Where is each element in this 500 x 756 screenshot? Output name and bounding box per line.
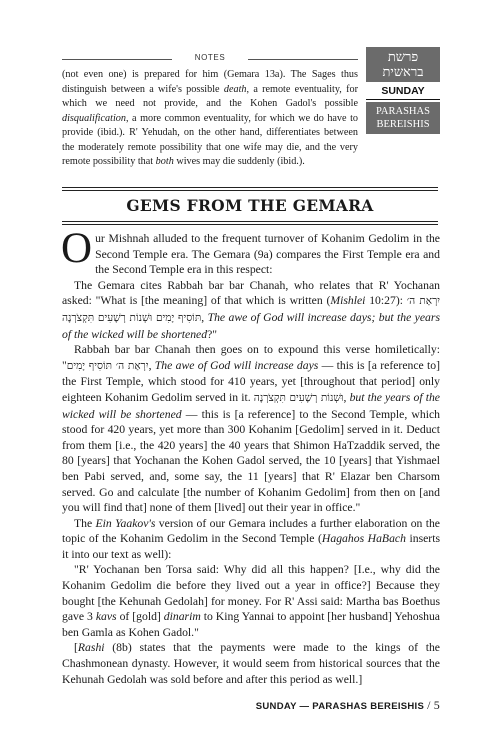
running-head: SUNDAY — PARASHAS BEREISHIS xyxy=(255,701,425,712)
footer-separator: / xyxy=(427,698,431,712)
text-run: , xyxy=(201,310,208,324)
text-run: 10:27): xyxy=(365,294,407,308)
page-number: 5 xyxy=(433,698,440,712)
notes-rule-right xyxy=(248,59,358,60)
article-body xyxy=(61,225,441,687)
paragraph-5 xyxy=(62,562,440,640)
paragraph-1-text: ur Mishnah alluded to the frequent turnover of Kohanim Gedolim in the Second Temple era. The Gemara (9a) compares the First Temple era and the Second Temple era in this respect: xyxy=(95,232,440,277)
italic-text: disqualification xyxy=(62,112,126,124)
text-run: , a more common eventuality, for which we do have to provide (ibid.). R' Yehudah, on the other hand, differentiates between the moderately remote possibility that one wife may die, and the very remote possibility that xyxy=(62,112,358,167)
paragraph-6 xyxy=(62,640,440,687)
italic-text: but the years of the wicked will be shortened xyxy=(62,390,440,421)
parashah-name-line1: PARASHAS xyxy=(376,106,430,117)
italic-text: The awe of God will increase days; but the years of the wicked will be shortened xyxy=(62,310,440,341)
paragraph-4 xyxy=(62,516,440,563)
text-run: of [gold] xyxy=(116,610,164,624)
hebrew-title-line2: בראשית xyxy=(382,65,424,80)
text-run: — this is [a reference to] the First Temple, which stood for 410 years, yet [throughout that period] only eighteen Kohanim Gedolim served in it. xyxy=(62,358,441,404)
italic-text: death xyxy=(223,83,247,95)
notes-header xyxy=(62,53,358,65)
italic-text: kavs xyxy=(95,610,117,624)
italic-text: Hagahos HaBach xyxy=(321,532,406,546)
page-footer xyxy=(256,698,440,713)
text-run: inserts it into our text as well): xyxy=(62,532,440,561)
paragraph-3 xyxy=(62,342,440,516)
text-run: The xyxy=(74,516,96,530)
hebrew-title-line1: פרשת xyxy=(387,50,419,65)
italic-text: dinarim xyxy=(163,610,201,624)
text-run: , xyxy=(148,358,155,372)
hebrew-quote: וּשְׁנוֹת רְשָׁעִים תִּקְצֹרְנָה xyxy=(253,391,344,404)
section-title: GEMS FROM THE GEMARA xyxy=(62,190,438,222)
text-run: to King Yannai to appoint [her husband] Yehoshua ben Gamla as Kohen Gadol." xyxy=(62,610,440,639)
paragraph-2 xyxy=(62,278,440,342)
text-run: version of our Gemara includes a further elaboration on the topic of the Kohanim Gedolim in the Second Temple ( xyxy=(62,516,440,546)
section-banner xyxy=(62,187,438,225)
text-run: , a remote eventuality, for which we need not provide, and the Kohen Gadol's possible xyxy=(62,83,358,109)
text-run: , xyxy=(343,390,350,404)
drop-cap: O xyxy=(61,225,93,272)
notes-label: NOTES xyxy=(194,53,226,62)
italic-text: Ein Yaakov's xyxy=(95,516,156,530)
parashah-name-line2: BEREISHIS xyxy=(376,119,430,130)
text-run: (not even one) is prepared for him (Gemara 13a). The Sages thus distinguish between a wife's possible xyxy=(62,69,358,95)
notes-text xyxy=(62,68,358,170)
hebrew-quote: יִרְאַת ה׳ תּוֹסִיף יָמִים xyxy=(66,359,149,372)
text-run: (8b) states that the payments were made to the kings of the Chashmonean dynasty. However, it would seem from historical sources that the Kehunah Gedolah was sold before and after this period as well.] xyxy=(62,641,440,686)
hebrew-parashah-title xyxy=(366,47,440,82)
text-run: "R' Yochanan ben Torsa said: Why did all this happen? [I.e., why did the Kohanim Gedolim die before they lived out a year in office?] Because they bought [the Kehunah Gedolah] for money. For R' Assi said: Martha bas Boethus gave 3 xyxy=(62,563,440,624)
italic-text: Mishlei xyxy=(330,294,366,308)
hebrew-quote: יִרְאַת ה׳ תּוֹסִיף יָמִים וּשְׁנוֹת רְשָׁעִים תִּקְצֹרְנָה xyxy=(62,295,440,324)
text-run: [ xyxy=(74,641,78,655)
text-run: wives may die suddenly (ibid.). xyxy=(173,156,305,167)
italic-text: both xyxy=(155,156,174,167)
paragraph-1 xyxy=(61,225,440,278)
parashah-sidebar xyxy=(366,47,440,134)
italic-text: The awe of God will increase days xyxy=(154,358,319,372)
italic-text: Rashi xyxy=(77,641,105,655)
text-run: ?" xyxy=(207,327,218,341)
parashah-name xyxy=(366,102,440,134)
text-run: — this is [a reference] to the Second Temple, which stood for 420 years, yet more than 300 Kohanim [Gedolim] served in it. Deduct from them [i.e., the 420 years] the 40 years that Shimon HaTzaddik served, the 80 [years] that Yochanan the Kohen Gadol served, the 10 [years] that Yishmael ben Pabi served, and, some say, the 11 [years] that R' Elazar ben Charsom served. Go and calculate [the number of Kohanim Gedolim] from then on [and you will find that] none of them [lived] out their year in office." xyxy=(62,407,440,515)
text-run: Rabbah bar bar Chanah then goes on to expound this verse homiletically: " xyxy=(62,343,440,372)
day-label: SUNDAY xyxy=(366,84,440,100)
text-run: The Gemara cites Rabbah bar bar Chanah, who relates that R' Yochanan asked: "What is [the meaning] of that which is written ( xyxy=(62,278,440,308)
